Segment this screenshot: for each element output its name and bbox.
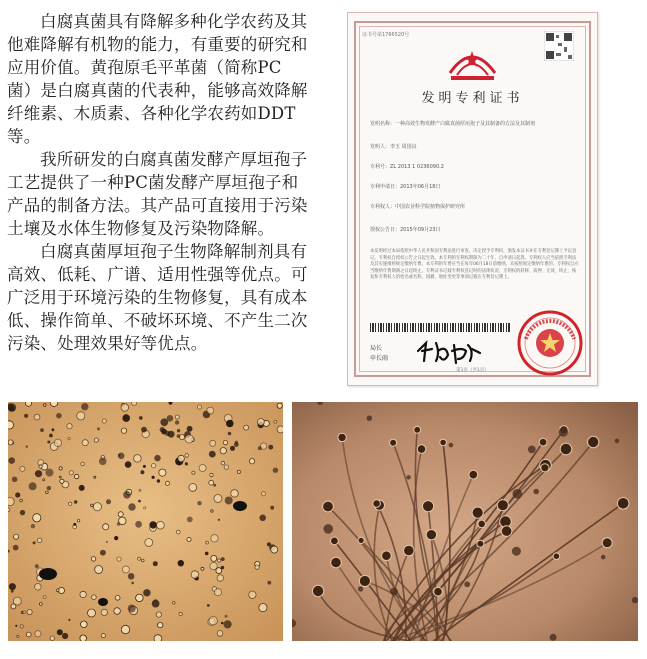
paragraph-2: 我所研发的白腐真菌发酵产厚垣孢子工艺提供了一种PC菌发酵产厚垣孢子和产品的制备方法。其产品可直接用于污染土壤及水体生物修复及污染物降解。 [7, 150, 308, 238]
paragraph-3: 白腐真菌厚垣孢子生物降解制剂具有高效、低耗、广谱、适用性强等优点。可广泛用于环境污染的生物修复，具有成本低、操作简单、不破坏环境、不产生二次污染、处理效果好等优点。 [7, 242, 308, 353]
certificate-title: 发明专利证书 [421, 91, 524, 106]
patent-number: 专利号：ZL 2013 1 0236090.2 [370, 164, 444, 170]
spores-micrograph [8, 402, 283, 641]
signature-label-title: 局长 [370, 345, 383, 352]
hyphae-micrograph [292, 402, 638, 641]
signature-label-name: 申长雨 [370, 355, 389, 362]
inventor: 发明人：李玉 周国良 [370, 144, 417, 150]
barcode [370, 323, 510, 332]
description-text [7, 10, 311, 355]
patent-certificate [347, 12, 598, 386]
certificate-number: 证书号第1766520号 [362, 32, 410, 38]
certificate-body-text: 本发明经过本局依照中华人民共和国专利法进行审查，决定授予专利权，颁发本证书并在专利登记簿上予以登记。专利权自授权公告之日起生效。本专利的专利权期限为二十年，自申请日起算。专利权人应当依照专利法及其实施细则规定缴纳年费。本专利的年费应当在每年06月18日前缴纳。未按照规定缴纳年费的，专利权自应当缴纳年费期满之日起终止。专利证书记载专利权登记时的法律状况。专利权的转移、质押、无效、终止、恢复和专利权人的姓名或名称、国籍、地址变更等事项记载在专利登记簿上。 [370, 249, 579, 281]
patentee: 专利权人：中国农业科学院植物保护研究所 [370, 204, 466, 210]
signature-icon [414, 337, 484, 367]
filing-date: 专利申请日：2013年06月18日 [370, 184, 441, 190]
hyphae-image [292, 402, 638, 641]
grant-date: 授权公告日：2015年09月23日 [370, 227, 441, 233]
paragraph-1: 白腐真菌具有降解多种化学农药及其他难降解有机物的能力，有重要的研究和应用价值。黄孢原毛平革菌（简称PC 菌）是白腐真菌的代表种，能够高效降解纤维素、木质素、各种化学农药如DDT等。 [7, 12, 308, 146]
invention-name: 发明名称：一种高效生物发酵产白腐真菌厚垣孢子及其制备的方法及其制剂 [370, 121, 536, 127]
spores-image [8, 402, 283, 641]
emblem-icon [445, 43, 500, 83]
qr-code-icon [544, 31, 574, 61]
page-number: 第1页（共1页） [456, 368, 489, 373]
